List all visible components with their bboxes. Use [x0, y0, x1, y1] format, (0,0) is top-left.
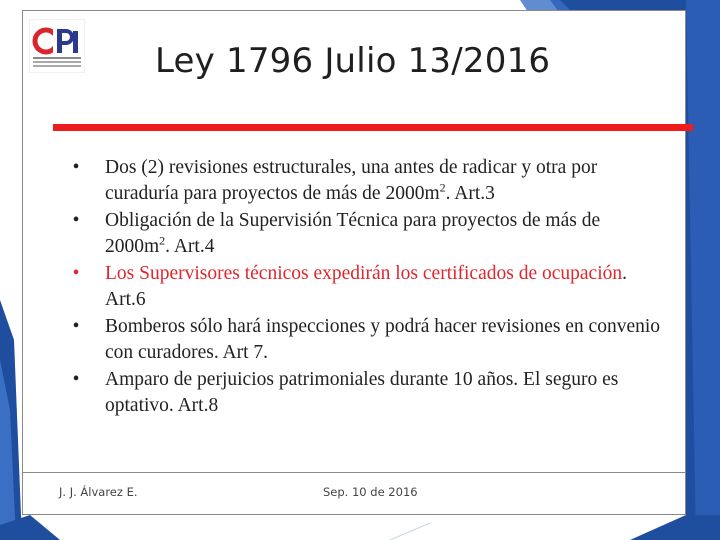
bullet-superscript: 2: [439, 180, 446, 195]
bullet-item: [67, 367, 667, 419]
bullet-article-ref: . Art.6: [105, 263, 627, 310]
bullet-item: [67, 208, 667, 260]
bullet-article-ref: . Art.3: [445, 183, 495, 204]
frame-decoration-left: [0, 300, 24, 540]
frame-decoration-right: [686, 0, 720, 540]
footer-divider: [23, 472, 685, 473]
bullet-item: [67, 314, 667, 366]
bullet-text: Amparo de perjuicios patrimoniales durante 10 años. El seguro es optativo. Art.8: [105, 369, 619, 416]
slide: [22, 10, 686, 515]
title-divider: [53, 124, 693, 131]
bullet-text: Dos (2) revisiones estructurales, una antes de radicar y otra por curaduría para proyectos de más de 2000m: [105, 157, 598, 204]
bullet-icon: •: [72, 263, 80, 284]
bullet-text: Obligación de la Supervisión Técnica para proyectos de más de 2000m: [105, 210, 601, 257]
bullet-list: [67, 155, 667, 420]
bullet-icon: •: [72, 157, 80, 178]
bullet-article-ref: . Art.4: [165, 236, 215, 257]
footer-date: Sep. 10 de 2016: [323, 485, 418, 499]
bullet-icon: •: [72, 210, 80, 231]
bullet-item: [67, 155, 667, 207]
bullet-superscript: 2: [159, 233, 166, 248]
bullet-item: [67, 261, 667, 313]
bullet-icon: •: [72, 316, 80, 337]
bullet-text: Bomberos sólo hará inspecciones y podrá hacer revisiones en convenio con curadores. Art 7.: [105, 316, 661, 363]
cpi-logo: [29, 19, 85, 73]
slide-title: Ley 1796 Julio 13/2016: [155, 41, 551, 81]
bullet-icon: •: [72, 369, 80, 390]
footer-author: J. J. Álvarez E.: [59, 485, 138, 499]
frame-decoration-bottom: [0, 515, 720, 540]
bullet-text: Los Supervisores técnicos expedirán los certificados de ocupación: [105, 263, 623, 284]
